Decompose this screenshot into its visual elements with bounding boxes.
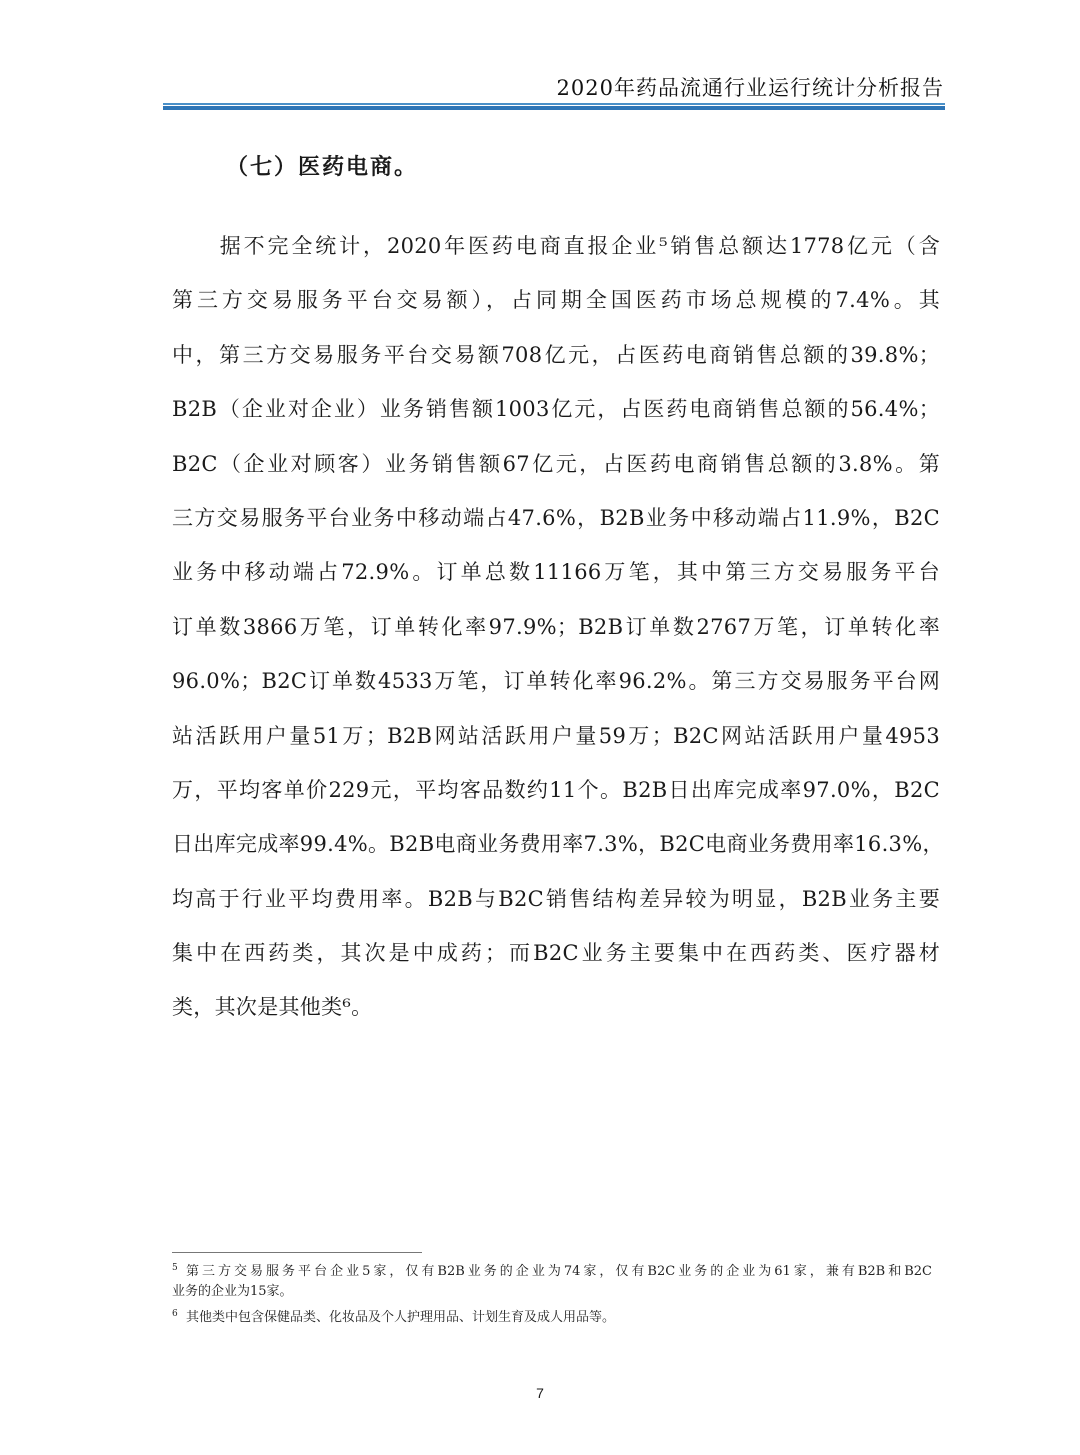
header-rule-thin <box>163 103 945 105</box>
paragraph-line: 96.0%；B2C订单数4533万笔，订单转化率96.2%。第三方交易服务平台网 <box>172 669 940 694</box>
footnote-text: 业务的企业为15家。 <box>172 1284 293 1299</box>
paragraph-line: 订单数3866万笔，订单转化率97.9%；B2B订单数2767万笔，订单转化率 <box>172 614 940 639</box>
paragraph-line: 据不完全统计，2020年医药电商直报企业⁵销售总额达1778亿元（含 <box>172 234 940 258</box>
body-paragraph <box>172 226 944 1042</box>
report-header-title: 2020年药品流通行业运行统计分析报告 <box>556 76 944 100</box>
paragraph-line: 均高于行业平均费用率。B2B与B2C销售结构差异较为明显，B2B业务主要 <box>172 886 940 911</box>
footnote-separator <box>172 1252 422 1253</box>
paragraph-line-last: 类，其次是其他类⁶。 <box>172 995 373 1020</box>
page-number: 7 <box>536 1385 544 1401</box>
paragraph-line: 集中在西药类，其次是中成药；而B2C业务主要集中在西药类、医疗器材 <box>172 941 940 966</box>
header-rule-thick <box>163 106 945 110</box>
footnote-5-continued <box>172 1282 932 1302</box>
paragraph-line: B2C（企业对顾客）业务销售额67亿元，占医药电商销售总额的3.8%。第 <box>172 451 940 476</box>
paragraph-line: B2B（企业对企业）业务销售额1003亿元，占医药电商销售总额的56.4%； <box>172 397 940 422</box>
footnote-5 <box>172 1262 932 1282</box>
header-rule <box>163 103 945 110</box>
footnote-text: 第三方交易服务平台企业5家，仅有B2B业务的企业为74家，仅有B2C业务的企业为61家，兼有B2B和B2C <box>186 1264 932 1279</box>
paragraph-line: 日出库完成率99.4%。B2B电商业务费用率7.3%，B2C电商业务费用率16.3%， <box>172 832 944 857</box>
paragraph-line: 三方交易服务平台业务中移动端占47.6%，B2B业务中移动端占11.9%，B2C <box>172 505 940 530</box>
section-heading: （七）医药电商。 <box>226 154 419 180</box>
paragraph-line: 万，平均客单价229元，平均客品数约11个。B2B日出库完成率97.0%，B2C <box>172 777 940 802</box>
paragraph-line: 站活跃用户量51万；B2B网站活跃用户量59万；B2C网站活跃用户量4953 <box>172 723 940 748</box>
paragraph-line: 中，第三方交易服务平台交易额708亿元，占医药电商销售总额的39.8%； <box>172 342 940 367</box>
footnote-text: 其他类中包含保健品类、化妆品及个人护理用品、计划生育及成人用品等。 <box>186 1310 616 1325</box>
footnote-mark: 5 <box>172 1263 178 1273</box>
footnotes <box>172 1262 932 1328</box>
footnote-mark: 6 <box>172 1309 178 1319</box>
paragraph-line: 第三方交易服务平台交易额），占同期全国医药市场总规模的7.4%。其 <box>172 288 940 313</box>
paragraph-line: 业务中移动端占72.9%。订单总数11166万笔，其中第三方交易服务平台 <box>172 560 940 585</box>
footnote-6 <box>172 1308 932 1328</box>
